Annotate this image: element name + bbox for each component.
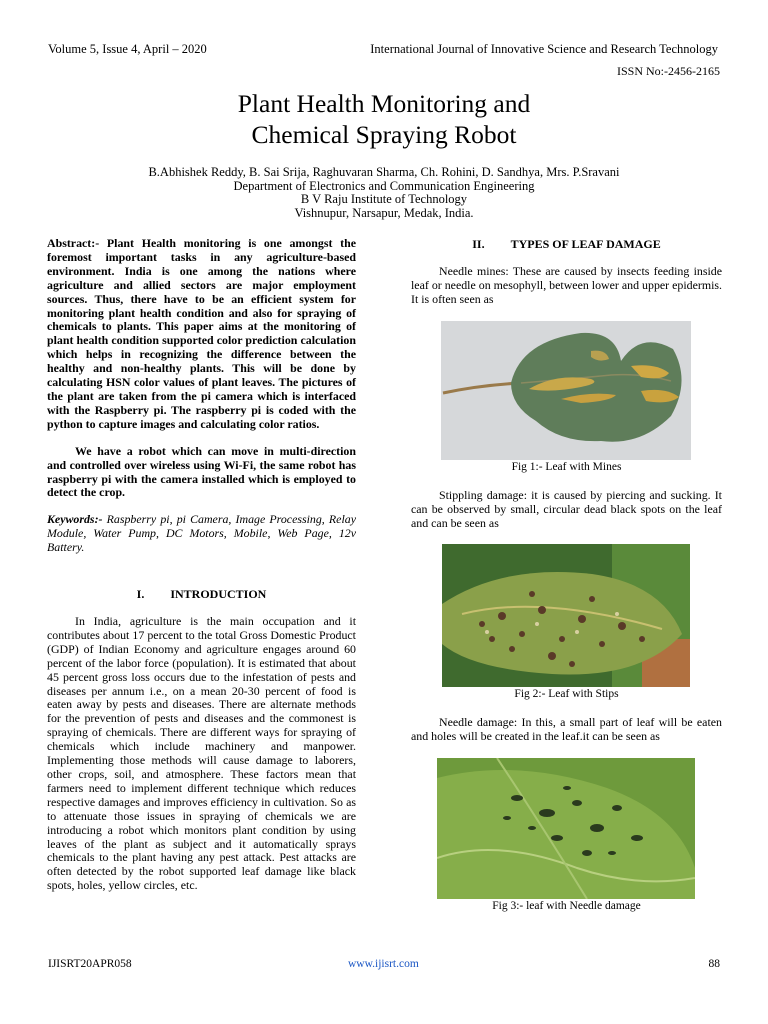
section-title: INTRODUCTION [170,587,267,601]
figure-1-caption: Fig 1:- Leaf with Mines [511,461,622,473]
header-journal: International Journal of Innovative Science and Research Technology [370,42,718,56]
figure-2-leaf-with-stips [442,544,690,687]
introduction-text: In India, agriculture is the main occupation and it contributes about 17 percent to the total Gross Domestic Product (GDP) of Indian Economy and agriculture engages around 60 percent of the labor force (population). It is estimated that about 45 percent gross loss occurs due to the infestation of pests and diseases per annum i.e., on a mean 20-30 percent of food is eaten away by pests and diseases. There are alternate methods for the prevention of pests and diseases and the commonest is spraying of chemicals. There are different ways for spraying of chemicals which include machinery and manpower. Implementing those methods will cause damage to laborers, other crops, soil, and atmosphere. These factors mean that farmers need to implement different technique which reduces respective damages and improves efficiency in cultivation. So as to attenuate those issues in spraying of chemicals we are introducing a robot which monitors plant condition by using leaves of the plant as subject and it automatically sprays chemicals to the plant having any pest attack. Pest attacks are often detected by the robot supported leaf damage like black spots, holes, yellow circles, etc. [47,614,356,893]
figure-1-leaf-with-mines [441,321,691,460]
figure-3-leaf-with-needle-damage [437,758,695,899]
figure-3-caption: Fig 3:- leaf with Needle damage [492,900,641,912]
figure-2-caption: Fig 2:- Leaf with Stips [514,688,619,700]
keywords [47,513,356,555]
needle-mines-paragraph: Needle mines: These are caused by insects feeding inside leaf or needle on mesophyll, between lower and upper epidermis. It is often seen as [411,264,722,306]
footer-url-link[interactable]: www.ijisrt.com [348,958,419,970]
section-number: II. [472,237,485,251]
abstract [47,237,356,555]
author-block [0,166,768,220]
header-volume: Volume 5, Issue 4, April – 2020 [48,42,207,56]
leaf-needle-damage-image [437,758,695,899]
author-names: B.Abhishek Reddy, B. Sai Srija, Raghuvaran Sharma, Ch. Rohini, D. Sandhya, Mrs. P.Sravani [148,165,620,179]
footer-paper-id: IJISRT20APR058 [48,958,132,970]
section-number: I. [136,587,145,601]
section-heading-introduction [47,587,356,602]
author-institute: B V Raju Institute of Technology [300,192,468,207]
abstract-label: Abstract:- [47,236,100,250]
keywords-text: Raspberry pi, pi Camera, Image Processing, Relay Module, Water Pump, DC Motors, Mobile, Web Page, 12v Battery. [47,512,356,555]
leaf-stips-image [442,544,690,687]
stippling-paragraph: Stippling damage: it is caused by piercing and sucking. It can be observed by small, circular dead black spots on the leaf and can be seen as [411,488,722,530]
footer-page-number: 88 [708,958,720,970]
leaf-mines-image [441,321,691,460]
abstract-paragraph-2: We have a robot which can move in multi-direction and controlled over wireless using Wi-Fi, the same robot has raspberry pi with the camera installed which is employed to detect the crop. [47,443,356,500]
title-line-1: Plant Health Monitoring and [237,89,531,118]
title-line-2: Chemical Spraying Robot [251,120,517,149]
abstract-text: Plant Health monitoring is one amongst the foremost important tasks in any agriculture-based environment. India is one among the nations where agriculture and allied sectors are major employment sources. Thus, there have to be an efficient system for monitoring plant health condition and also for spraying of chemicals to plants. This paper aims at the monitoring of plant health condition supported color prediction calculation which helps in recognizing the difference between the healthy and non-healthy plants. This will be done by calculating HSN color values of plant leaves. The pictures of the plant are taken from the pi camera which is interfaced with the Raspberry pi. The raspberry pi is coded with the python to capture images and calculating color ratios. [47,236,356,431]
introduction-body [47,615,356,893]
header-issn: ISSN No:-2456-2165 [616,64,720,78]
author-location: Vishnupur, Narsapur, Medak, India. [294,205,474,220]
section-title: TYPES OF LEAF DAMAGE [510,237,661,251]
section-heading-leaf-damage [411,237,722,252]
author-department: Department of Electronics and Communication Engineering [233,178,535,193]
paper-title [0,88,768,150]
needle-damage-paragraph: Needle damage: In this, a small part of leaf will be eaten and holes will be created in the leaf.it can be seen as [411,715,722,743]
keywords-label: Keywords:- [47,512,103,527]
